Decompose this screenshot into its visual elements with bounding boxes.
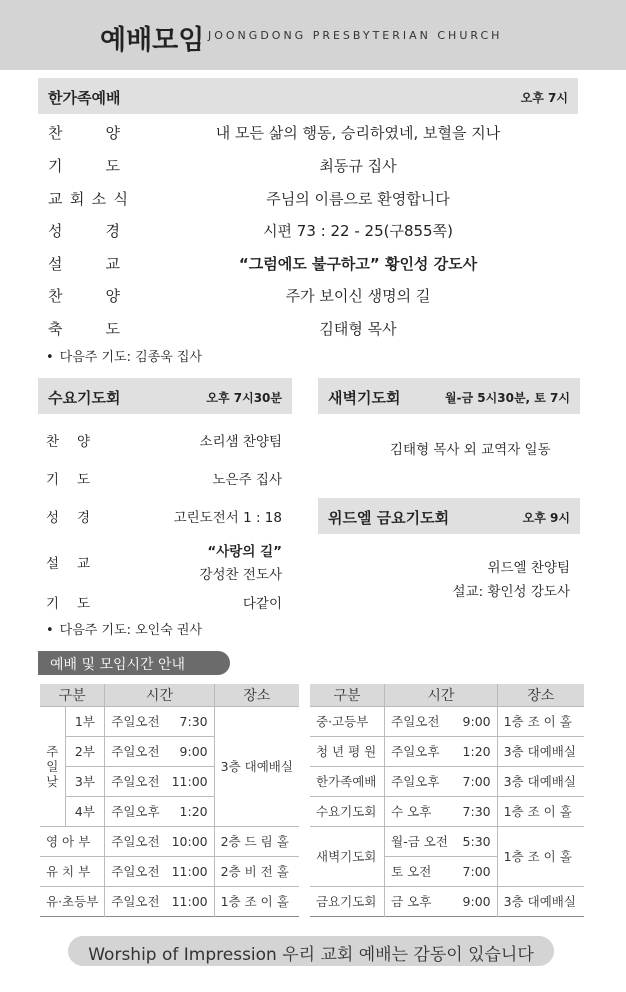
service-time: 7:30 — [166, 706, 215, 736]
table-row — [310, 736, 584, 766]
service-part: 2부 — [65, 736, 105, 766]
schedule-table-left — [40, 684, 299, 917]
section-time: 오후 7시30분 — [206, 391, 282, 405]
section-time: 월-금 5시30분, 토 7시 — [444, 391, 570, 405]
sunday-label: 주일낮 — [40, 706, 65, 826]
service-part: 1부 — [65, 706, 105, 736]
service-place: 3층 대예배실 — [214, 706, 299, 826]
service-time: 7:30 — [456, 796, 498, 826]
service-day: 월-금 오전 — [385, 826, 456, 856]
page-title: 예배모임 — [100, 25, 205, 56]
service-time: 1:20 — [456, 736, 498, 766]
service-time: 11:00 — [166, 766, 215, 796]
service-day: 주일오전 — [105, 706, 166, 736]
order-label: 기 도 — [46, 472, 90, 488]
service-time: 1:20 — [166, 796, 215, 826]
service-day: 주일오전 — [105, 856, 166, 886]
service-place: 3층 대예배실 — [497, 736, 584, 766]
service-place: 1층 조 이 홀 — [497, 706, 584, 736]
service-day: 주일오전 — [105, 886, 166, 916]
section-title: 위드엘 금요기도회 — [328, 509, 450, 527]
order-value: 다같이 — [242, 596, 282, 612]
service-time: 7:00 — [456, 766, 498, 796]
service-time: 9:00 — [456, 706, 498, 736]
service-place: 3층 대예배실 — [497, 886, 584, 916]
service-time: 9:00 — [166, 736, 215, 766]
table-row — [310, 766, 584, 796]
service-time: 5:30 — [456, 826, 498, 856]
column-header: 시간 — [105, 684, 214, 706]
service-name: 유·초등부 — [40, 886, 105, 916]
order-value: 김태형 목사 — [319, 320, 397, 338]
order-row — [46, 540, 282, 584]
service-name: 중·고등부 — [310, 706, 385, 736]
table-row — [40, 856, 299, 886]
wednesday-prayer-header — [38, 378, 292, 414]
service-day: 주일오전 — [385, 706, 456, 736]
order-label: 설 교 — [46, 556, 90, 572]
service-part: 3부 — [65, 766, 105, 796]
service-place: 3층 대예배실 — [497, 766, 584, 796]
section-title: 새벽기도회 — [328, 389, 401, 407]
service-name: 수요기도회 — [310, 796, 385, 826]
column-header: 장소 — [214, 684, 299, 706]
service-day: 주일오후 — [385, 766, 456, 796]
table-row — [310, 826, 584, 856]
service-day: 주일오전 — [105, 766, 166, 796]
order-value: 주가 보이신 생명의 길 — [285, 287, 431, 305]
schedule-table-right — [310, 684, 584, 917]
order-value: 시편 73 : 22 - 25(구855쪽) — [263, 222, 453, 240]
table-row — [310, 706, 584, 736]
order-value: 주님의 이름으로 환영합니다 — [266, 190, 450, 208]
service-name: 유 치 부 — [40, 856, 105, 886]
order-label: 기 도 — [46, 596, 90, 612]
table-row — [40, 886, 299, 916]
section-title: 한가족예배 — [48, 89, 121, 107]
table-row — [40, 706, 299, 736]
section-time: 오후 9시 — [522, 511, 570, 525]
order-label: 기 도 — [48, 157, 120, 175]
header-bar — [0, 0, 626, 70]
table-row — [40, 826, 299, 856]
section-title: 수요기도회 — [48, 389, 121, 407]
service-time: 11:00 — [166, 886, 215, 916]
column-header: 구분 — [40, 684, 105, 706]
service-day: 주일오후 — [385, 736, 456, 766]
service-day: 금 오후 — [385, 886, 456, 916]
friday-team: 위드엘 찬양팀 — [487, 560, 570, 576]
service-name: 청 년 평 원 — [310, 736, 385, 766]
service-time: 7:00 — [456, 856, 498, 886]
order-label: 찬 양 — [46, 434, 90, 450]
order-label: 성 경 — [48, 222, 120, 240]
service-name: 영 아 부 — [40, 826, 105, 856]
service-place: 2층 비 전 홀 — [214, 856, 299, 886]
service-day: 토 오전 — [385, 856, 456, 886]
next-week-prayer-note: • 다음주 기도: 김종욱 집사 — [46, 346, 202, 365]
column-header: 장소 — [497, 684, 584, 706]
order-label: 찬 양 — [48, 287, 120, 305]
service-time: 9:00 — [456, 886, 498, 916]
column-header: 시간 — [385, 684, 498, 706]
sermon-title: “사랑의 길” — [207, 544, 282, 560]
column-header: 구분 — [310, 684, 385, 706]
preacher: 강성찬 전도사 — [199, 567, 282, 583]
next-week-prayer-note: • 다음주 기도: 오인숙 권사 — [46, 619, 202, 638]
service-time: 11:00 — [166, 856, 215, 886]
table-row — [310, 886, 584, 916]
service-place: 1층 조 이 홀 — [214, 886, 299, 916]
section-time: 오후 7시 — [520, 91, 568, 105]
service-day: 주일오후 — [105, 796, 166, 826]
order-label: 교 회 소 식 — [48, 190, 128, 208]
order-value: 소리샘 찬양팀 — [199, 434, 282, 450]
order-label: 설 교 — [48, 255, 120, 273]
order-label: 찬 양 — [48, 124, 120, 142]
service-name: 한가족예배 — [310, 766, 385, 796]
friday-preacher: 설교: 황인성 강도사 — [452, 584, 570, 600]
family-worship-header — [38, 78, 578, 114]
order-label: 성 경 — [46, 510, 90, 526]
service-name: 금요기도회 — [310, 886, 385, 916]
sermon-title: “그럼에도 불구하고” 황인성 강도사 — [238, 255, 478, 273]
order-value: 고린도전서 1 : 18 — [173, 510, 282, 526]
dawn-leader: 김태형 목사 외 교역자 일동 — [390, 442, 551, 458]
service-day: 주일오전 — [105, 826, 166, 856]
friday-prayer-header — [318, 498, 580, 534]
table-row — [310, 796, 584, 826]
service-day: 수 오후 — [385, 796, 456, 826]
footer-slogan: Worship of Impression 우리 교회 예배는 감동이 있습니다 — [68, 936, 554, 966]
service-time: 10:00 — [166, 826, 215, 856]
church-name: JOONGDONG PRESBYTERIAN CHURCH — [208, 29, 503, 42]
order-value: 내 모든 삶의 행동, 승리하였네, 보혈을 지나 — [215, 124, 501, 142]
order-value: 노은주 집사 — [212, 472, 282, 488]
service-day: 주일오전 — [105, 736, 166, 766]
order-value: 최동규 집사 — [319, 157, 397, 175]
service-place: 2층 드 림 홀 — [214, 826, 299, 856]
service-place: 1층 조 이 홀 — [497, 826, 584, 886]
service-name: 새벽기도회 — [310, 826, 385, 886]
order-label: 축 도 — [48, 320, 120, 338]
schedule-title: 예배 및 모임시간 안내 — [38, 651, 230, 675]
service-part: 4부 — [65, 796, 105, 826]
dawn-prayer-header — [318, 378, 580, 414]
service-place: 1층 조 이 홀 — [497, 796, 584, 826]
